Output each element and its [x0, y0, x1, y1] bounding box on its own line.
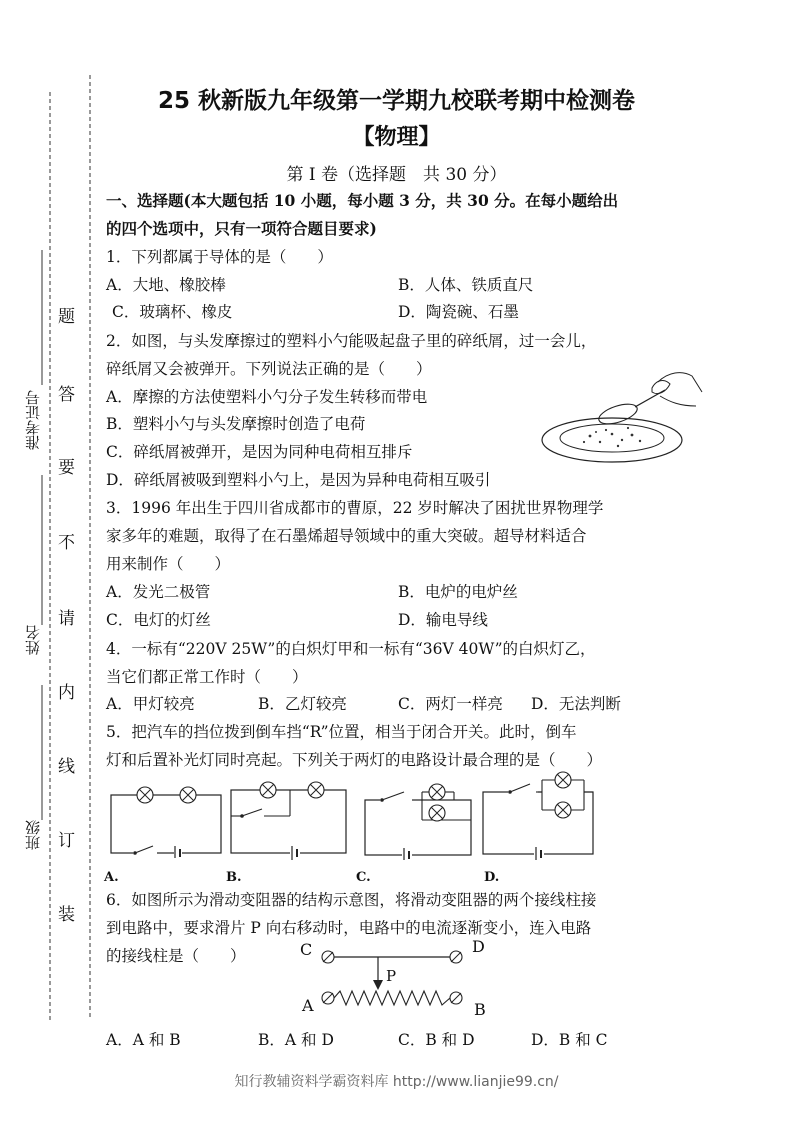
circuit-label-d: D.: [484, 870, 500, 885]
q3-stem-3: 用来制作（ ）: [106, 555, 231, 573]
q3-option-b: B．电炉的电炉丝: [398, 583, 518, 601]
terminal-a-label: A: [302, 996, 314, 1015]
q2-option-a: A．摩擦的方法使塑料小勺分子发生转移而带电: [106, 388, 428, 406]
q4-stem-1: 4．一标有“220V 25W”的白炽灯甲和一标有“36V 40W”的白炽灯乙，: [106, 640, 596, 658]
q6-option-d: D．B 和 C: [531, 1031, 608, 1049]
q3-stem-1: 3．1996 年出生于四川省成都市的曹原，22 岁时解决了困扰世界物理学: [106, 499, 604, 517]
q2-stem-2: 碎纸屑又会被弹开。下列说法正确的是（ ）: [106, 360, 432, 378]
footer-watermark: 知行教辅资料学霸资料库 http://www.lianjie99.cn/: [234, 1074, 559, 1090]
plate-spoon-figure: [540, 362, 705, 470]
q3-option-c: C．电灯的灯丝: [106, 611, 211, 629]
q5-stem-1: 5．把汽车的挡位拨到倒车挡“R”位置，相当于闭合开关。此时，倒车: [106, 723, 577, 741]
q2-option-d: D．碎纸屑被吸到塑料小勺上，是因为异种电荷相互吸引: [106, 471, 491, 489]
terminal-b-label: B: [474, 1000, 486, 1019]
q4-option-c: C．两灯一样亮: [398, 695, 503, 713]
q2-stem-1: 2．如图，与头发摩擦过的塑料小勺能吸起盘子里的碎纸屑，过一会儿，: [106, 332, 597, 350]
q4-option-b: B．乙灯较亮: [258, 695, 347, 713]
q3-option-d: D．输电导线: [398, 611, 488, 629]
q4-option-a: A．甲灯较亮: [106, 695, 195, 713]
circuit-label-b: B.: [226, 870, 242, 885]
q1-option-b: B．人体、铁质直尺: [398, 276, 534, 294]
q3-stem-2: 家多年的难题，取得了在石墨烯超导领域中的重大突破。超导材料适合: [106, 527, 587, 545]
exam-number-label: 准考证号: [24, 390, 42, 450]
q1-stem: 1．下列都属于导体的是（ ）: [106, 248, 333, 266]
name-label: 姓名: [24, 625, 42, 655]
q4-option-d: D．无法判断: [531, 695, 621, 713]
terminal-p-label: P: [386, 967, 397, 985]
class-label: 班级: [24, 820, 42, 850]
q1-option-a: A．大地、橡胶棒: [106, 276, 226, 294]
circuit-d: [480, 770, 600, 860]
q6-stem-3: 的接线柱是（ ）: [106, 947, 246, 965]
q6-stem-1: 6．如图所示为滑动变阻器的结构示意图，将滑动变阻器的两个接线柱接: [106, 891, 597, 909]
q6-option-c: C．B 和 D: [398, 1031, 475, 1049]
q3-option-a: A．发光二极管: [106, 583, 211, 601]
q1-option-c: C．玻璃杯、橡皮: [112, 303, 233, 321]
terminal-c-label: C: [300, 940, 313, 959]
circuit-b: [228, 776, 353, 860]
section-heading-line2: 的四个选项中，只有一项符合题目要求): [106, 219, 377, 238]
q5-stem-2: 灯和后置补光灯同时亮起。下列关于两灯的电路设计最合理的是（ ）: [106, 751, 603, 769]
q6-option-b: B．A 和 D: [258, 1031, 334, 1049]
terminal-d-label: D: [472, 937, 485, 956]
circuit-c: [362, 778, 477, 860]
circuit-a: [108, 784, 228, 858]
q2-option-b: B．塑料小勺与头发摩擦时创造了电荷: [106, 415, 366, 433]
q6-option-a: A．A 和 B: [106, 1031, 181, 1049]
section-heading-line1: 一、选择题(本大题包括 10 小题，每小题 3 分，共 30 分。在每小题给出: [106, 191, 619, 210]
q2-option-c: C．碎纸屑被弹开，是因为同种电荷相互排斥: [106, 443, 413, 461]
circuit-label-a: A.: [104, 870, 119, 885]
q4-stem-2: 当它们都正常工作时（ ）: [106, 668, 308, 686]
q6-stem-2: 到电路中，要求滑片 P 向右移动时，电路中的电流逐渐变小，连入电路: [106, 919, 592, 937]
subject-title: 【物理】: [352, 125, 441, 150]
page-title: 25 秋新版九年级第一学期九校联考期中检测卷: [157, 88, 635, 114]
volume-title: 第 I 卷（选择题 共 30 分）: [286, 165, 507, 185]
circuit-label-c: C.: [356, 870, 371, 885]
q1-option-d: D．陶瓷碗、石墨: [398, 303, 519, 321]
